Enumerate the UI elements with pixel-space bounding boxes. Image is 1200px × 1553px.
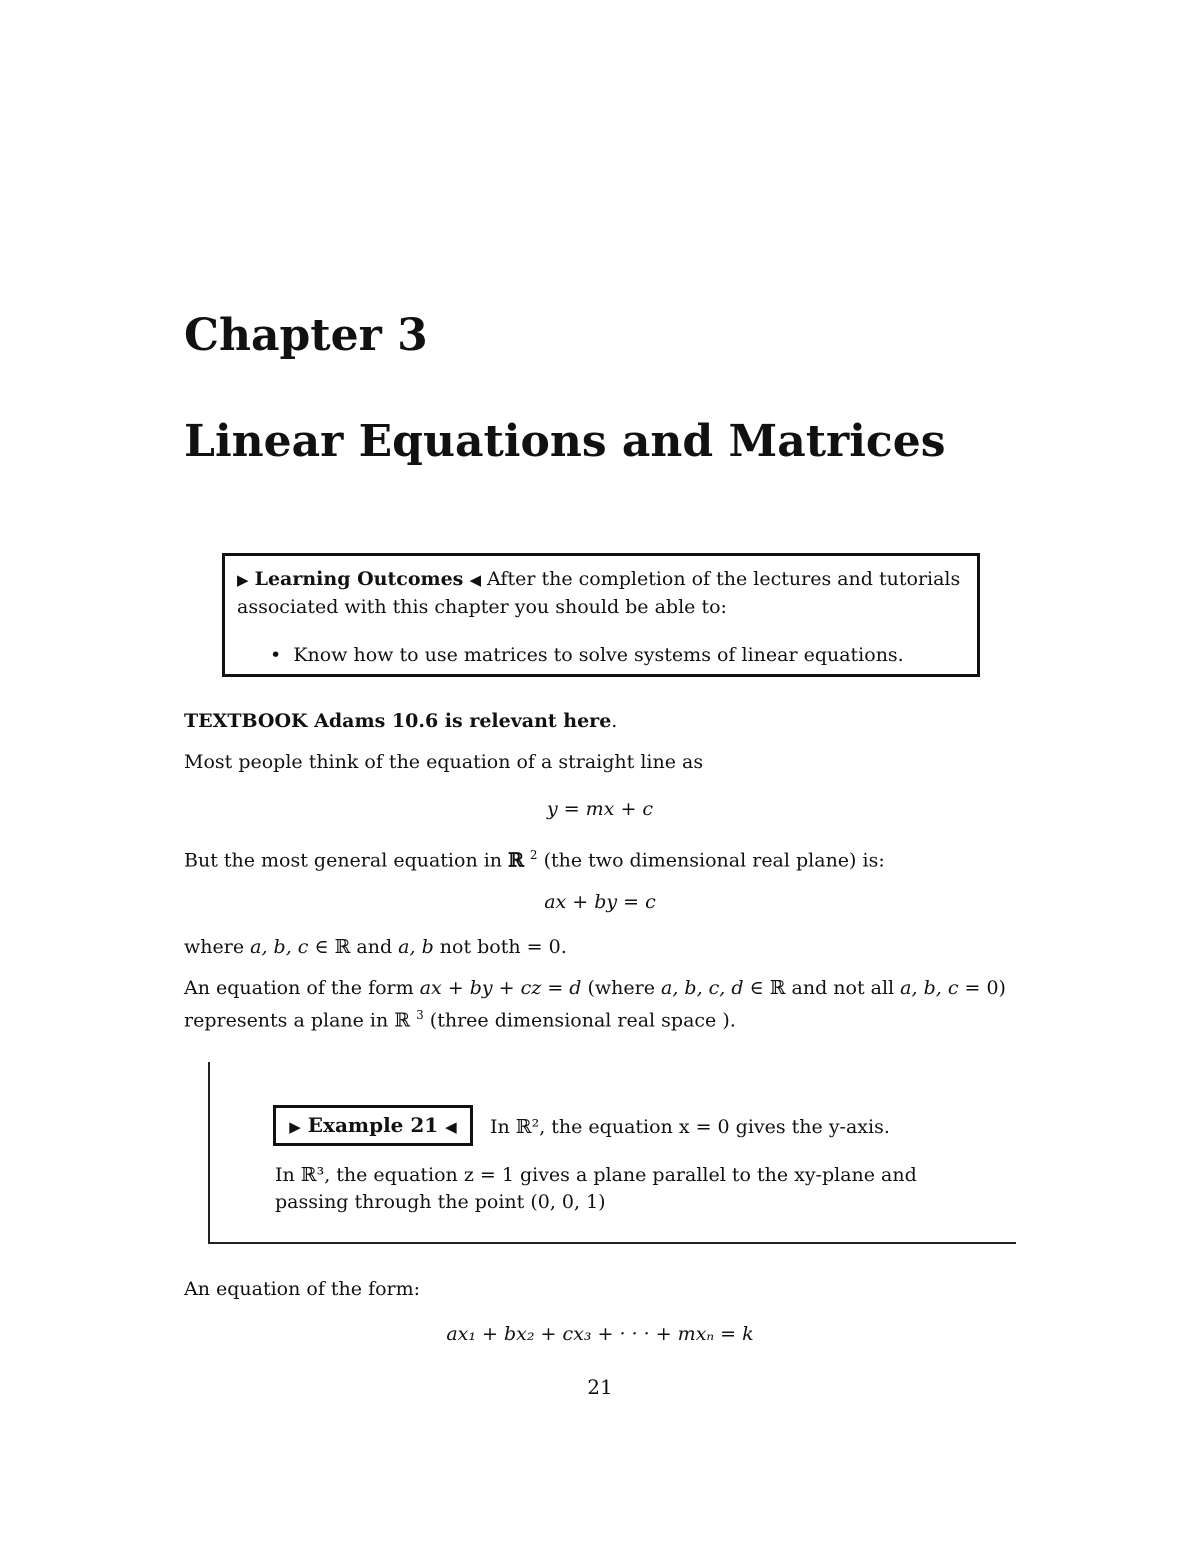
page-number: 21 [587, 1375, 613, 1399]
example-frame-bottom-rule [208, 1242, 1016, 1244]
paragraph-straight-line: Most people think of the equation of a straight line as [184, 751, 704, 773]
learning-outcomes-intro-text: After the completion of the lectures and tutorials associated with this chapter you should be able to: [237, 568, 961, 618]
learning-outcome-text: Know how to use matrices to solve systems of linear equations. [293, 644, 904, 666]
paragraph-plane-equation: An equation of the form ax + by + cz = d (where a, b, c, d ∈ ℝ and not all a, b, c = 0) [184, 977, 1006, 999]
example-line-2: In ℝ³, the equation z = 1 gives a plane parallel to the xy-plane and [275, 1164, 917, 1186]
bullet-icon: • [270, 644, 282, 666]
example-label: ▶ Example 21 ◀ [273, 1105, 473, 1146]
triangle-left-icon: ◀ [445, 1118, 457, 1136]
triangle-left-icon: ◀ [469, 571, 481, 589]
example-frame-left-rule [208, 1062, 210, 1243]
example-line-1: In ℝ², the equation x = 0 gives the y-axis. [490, 1116, 890, 1138]
equation-general: ax + by = c [544, 891, 656, 913]
paragraph-plane-equation-line2: represents a plane in ℝ $^3$ (three dimensional real space ). [184, 1008, 736, 1032]
equation-line: y = mx + c [546, 798, 654, 820]
triangle-right-icon: ▶ [237, 571, 249, 589]
triangle-right-icon: ▶ [289, 1118, 301, 1136]
chapter-title: Linear Equations and Matrices [184, 416, 946, 467]
equation-n-variables: ax₁ + bx₂ + cx₃ + · · · + mxₙ = k [446, 1323, 754, 1345]
paragraph-where-condition: where a, b, c ∈ ℝ and a, b not both = 0. [184, 936, 567, 958]
learning-outcomes-intro [237, 566, 972, 621]
learning-outcomes-box [222, 553, 980, 677]
textbook-reference: TEXTBOOK Adams 10.6 is relevant here. [184, 710, 618, 732]
learning-outcomes-heading: Learning Outcomes [254, 568, 464, 590]
example-line-3: passing through the point (0, 0, 1) [275, 1191, 606, 1213]
chapter-label: Chapter 3 [184, 310, 428, 361]
learning-outcome-item [270, 642, 904, 669]
paragraph-general-equation: But the most general equation in ℝ $^2$ (the two dimensional real plane) is: [184, 848, 885, 872]
paragraph-equation-form: An equation of the form: [184, 1278, 421, 1300]
